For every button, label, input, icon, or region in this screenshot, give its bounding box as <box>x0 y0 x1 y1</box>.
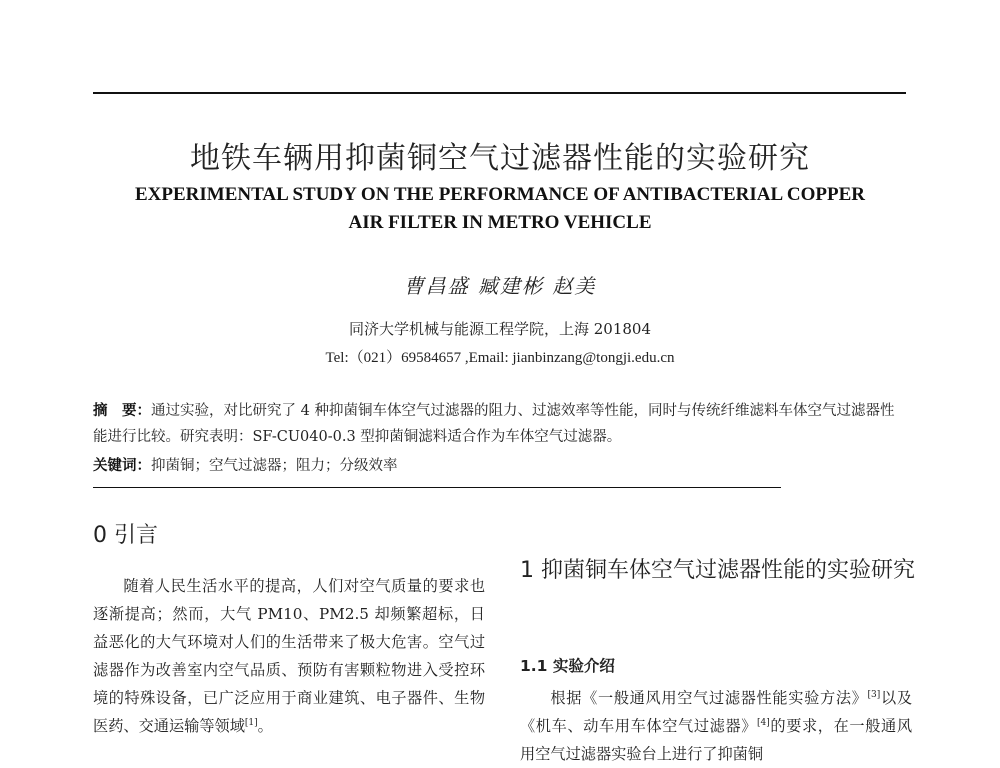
experiment-citation-4: [4] <box>757 717 770 728</box>
section-0-heading: 0 引言 <box>93 523 158 548</box>
intro-citation: [1] <box>244 717 258 728</box>
section-1-heading: 1 抑菌铜车体空气过滤器性能的实验研究 <box>520 558 915 583</box>
right-column <box>520 684 912 768</box>
paper-title-en-line2: AIR FILTER IN METRO VEHICLE <box>348 212 652 233</box>
paper-title-en <box>80 181 920 237</box>
paper-title-cn: 地铁车辆用抑菌铜空气过滤器性能的实验研究 <box>190 141 810 176</box>
abstract-divider <box>93 487 781 488</box>
keywords-text: 抑菌铜；空气过滤器；阻力；分级效率 <box>151 458 398 474</box>
intro-text: 随着人民生活水平的提高，人们对空气质量的要求也逐渐提高；然而，大气 PM10、PM2.5 却频繁超标，日益恶化的大气环境对人们的生活带来了极大危害。空气过滤器作为改善室内空气品质、预防有害颗粒物进入受控环境的特殊设备，已广泛应用于商业建筑、电子器件、生物医药、交通运输等领域 <box>93 577 485 735</box>
paper-affiliation: 同济大学机械与能源工程学院，上海 201804 <box>348 320 652 338</box>
keywords <box>93 454 908 478</box>
intro-paragraph <box>93 572 485 740</box>
experiment-citation-3: [3] <box>867 689 881 700</box>
experiment-text-c: 的要求，在一般通风用空气过滤器实验台上进行了抑菌铜 <box>520 717 913 763</box>
keywords-label: 关键词： <box>93 457 151 474</box>
experiment-text-a: 根据《一般通风用空气过滤器性能实验方法》 <box>550 689 868 707</box>
abstract-text: 通过实验，对比研究了 4 种抑菌铜车体空气过滤器的阻力、过滤效率等性能，同时与传统纤维滤料车体空气过滤器性能进行比较。研究表明：SF-CU040-0.3 型抑菌铜滤料适合作为车体空气过滤器。 <box>93 403 895 445</box>
experiment-paragraph <box>520 684 912 768</box>
paper-authors: 曹昌盛 臧建彬 赵美 <box>403 274 597 298</box>
abstract-label: 摘 要： <box>93 402 151 419</box>
left-column <box>93 572 485 740</box>
paper-title-en-line1: EXPERIMENTAL STUDY ON THE PERFORMANCE OF ANTIBACTERIAL COPPER <box>135 184 865 205</box>
section-1-1-heading: 1.1 实验介绍 <box>520 657 615 675</box>
intro-text-end: 。 <box>257 717 273 735</box>
paper-contact: Tel:（021）69584657 ,Email: jianbinzang@tongji.edu.cn <box>325 350 675 366</box>
abstract <box>93 398 908 450</box>
experiment-text-b: 以及《机车、动车用车体空气过滤器》 <box>520 689 913 735</box>
header-rule <box>93 92 906 94</box>
